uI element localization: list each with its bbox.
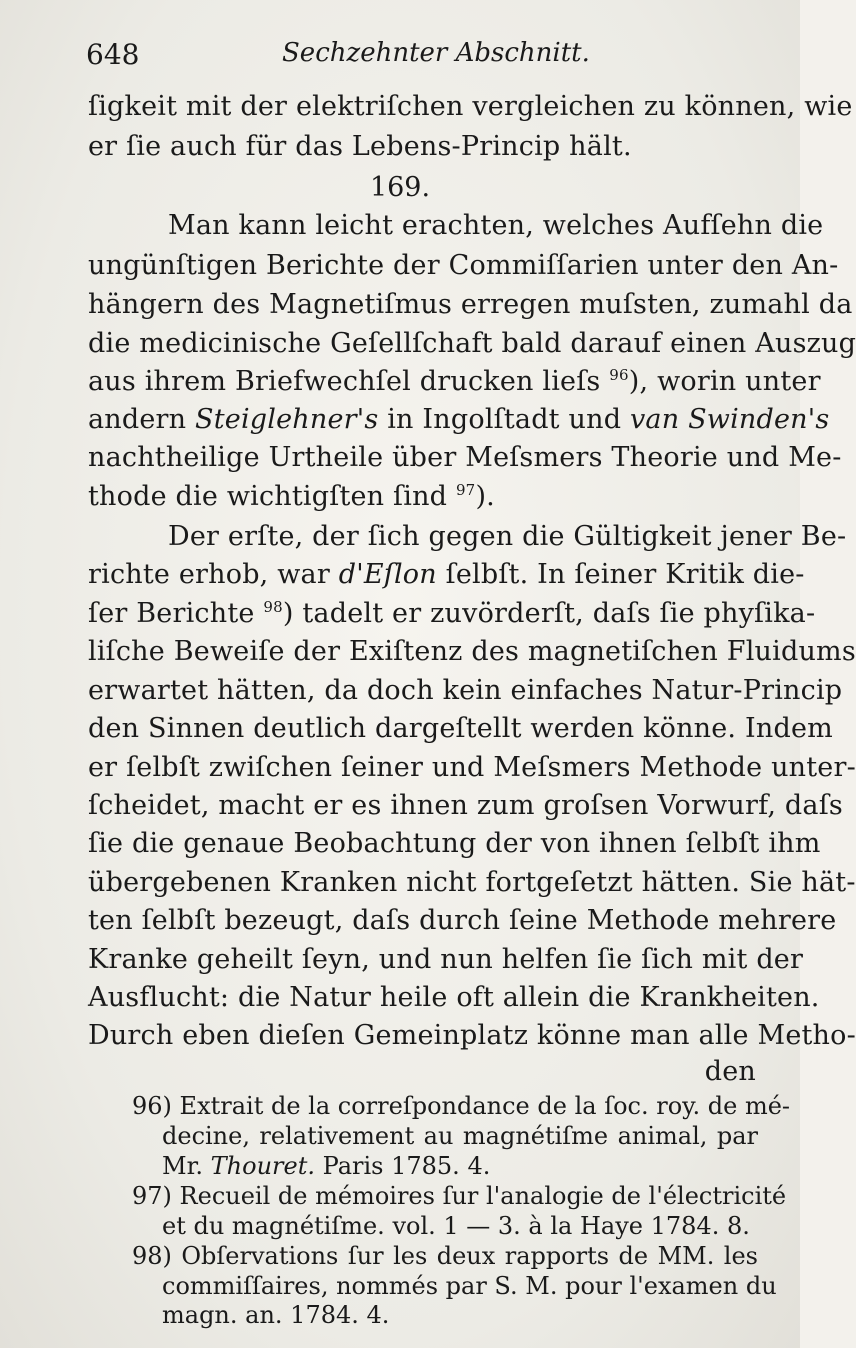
body-text: richte erhob, war xyxy=(88,559,330,590)
footnote-text: Obſervations ſur les deux rapports de MM. les xyxy=(181,1242,758,1270)
body-text: ). xyxy=(475,481,495,512)
footnote-number: 97) xyxy=(132,1182,172,1210)
footnote-line: decine, relativement au magnétiſme animal, par xyxy=(162,1122,758,1150)
body-line: ſcheidet, macht er es ihnen zum groſsen Vorwurf, daſs xyxy=(88,790,843,821)
body-line: er ſelbſt zwiſchen ſeiner und Meſsmers Methode unter- xyxy=(88,752,856,783)
body-text: in Ingolſtadt und xyxy=(378,404,630,435)
body-line: er ſie auch für das Lebens-Princip hält. xyxy=(88,131,632,162)
body-line xyxy=(88,404,830,435)
person-name: d'Eſlon xyxy=(338,559,437,590)
footnote-97 xyxy=(132,1182,787,1210)
footnote-text: Recueil de mémoires ſur l'analogie de l'électricité xyxy=(179,1182,787,1210)
footnote-line: commiſſaires, nommés par S. M. pour l'examen du xyxy=(162,1272,777,1300)
body-line: übergebenen Kranken nicht fortgeſetzt hätten. Sie hät- xyxy=(88,867,856,898)
footnote-text: Extrait de la correſpondance de la ſoc. roy. de mé- xyxy=(179,1092,791,1120)
body-text: thode die wichtigſten ſind xyxy=(88,481,448,512)
body-line: liſche Beweiſe der Exiſtenz des magnetiſchen Fluidums xyxy=(88,636,856,667)
body-line: Durch eben dieſen Gemeinplatz könne man alle Metho- xyxy=(88,1020,856,1051)
body-line: ungünſtigen Berichte der Commiſſarien unter den An- xyxy=(88,250,839,281)
body-text: ſer Berichte xyxy=(88,598,255,629)
footnote-line: magn. an. 1784. 4. xyxy=(162,1301,390,1329)
body-line xyxy=(88,483,756,510)
section-number: 169. xyxy=(369,172,431,203)
footnote-96 xyxy=(132,1092,791,1120)
body-text: tadelt er zuvörderſt, daſs ſie phyſika- xyxy=(293,598,816,629)
footnote-number: 98) xyxy=(132,1242,172,1270)
body-line xyxy=(88,559,805,590)
body-line: den Sinnen deutlich dargeſtellt werden könne. Indem xyxy=(88,713,833,744)
body-line: Der erſte, der ſich gegen die Gültigkeit jener Be- xyxy=(168,521,847,552)
body-line: Man kann leicht erachten, welches Aufſehn die xyxy=(168,210,824,241)
author-name: Thouret. xyxy=(210,1152,315,1180)
footnote-line xyxy=(162,1154,758,1178)
person-name: van Swinden's xyxy=(629,404,830,435)
body-text: ) xyxy=(282,598,294,629)
catchword: den xyxy=(704,1056,756,1087)
footnote-98 xyxy=(132,1244,758,1268)
body-line: ſigkeit mit der elektriſchen vergleichen zu können, wie xyxy=(88,91,853,122)
body-line: ſie die genaue Beobachtung der von ihnen ſelbſt ihm xyxy=(88,828,821,859)
body-line: Ausflucht: die Natur heile oft allein die Krankheiten. xyxy=(88,982,820,1013)
body-line: ten ſelbſt bezeugt, daſs durch ſeine Methode mehrere xyxy=(88,905,837,936)
footnote-ref: 97 xyxy=(455,481,476,499)
running-title: Sechzehnter Abschnitt. xyxy=(282,38,590,68)
body-line: Kranke geheilt ſeyn, und nun helfen ſie ſich mit der xyxy=(88,944,804,975)
footnote-line: et du magnétiſme. vol. 1 — 3. à la Haye 1784. 8. xyxy=(162,1212,750,1240)
person-name: Steiglehner's xyxy=(195,404,379,435)
body-line: nachtheilige Urtheile über Meſsmers Theorie und Me- xyxy=(88,442,842,473)
footnote-text: Paris 1785. 4. xyxy=(315,1152,491,1180)
footnote-text: Mr. xyxy=(162,1152,211,1180)
body-text: ), worin unter xyxy=(628,366,821,397)
body-line xyxy=(88,598,816,629)
footnote-ref: 98 xyxy=(263,598,283,616)
body-text: andern xyxy=(88,404,196,435)
body-text: ſelbſt. In ſeiner Kritik die- xyxy=(436,559,805,590)
body-line: erwartet hätten, da doch kein einfaches Natur-Princip xyxy=(88,675,843,706)
footnote-number: 96) xyxy=(132,1092,172,1120)
body-line: die medicinische Geſellſchaft bald darauf einen Auszug xyxy=(88,328,856,359)
body-text: aus ihrem Briefwechſel drucken lieſs xyxy=(88,366,601,397)
page-number: 648 xyxy=(86,38,140,71)
body-line: hängern des Magnetiſmus erregen muſsten, zumahl da xyxy=(88,289,853,320)
body-line xyxy=(88,366,821,397)
footnote-ref: 96 xyxy=(609,366,629,384)
